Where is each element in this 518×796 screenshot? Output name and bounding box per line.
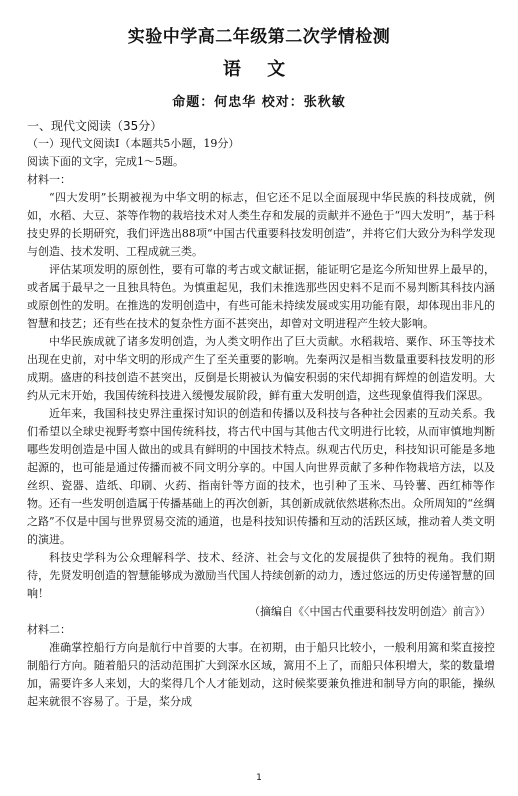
material-one-source: （摘编自《〈中国古代重要科技发明创造〉前言》） bbox=[249, 605, 491, 618]
instruction-text: 阅读下面的文字，完成1～5题。 bbox=[27, 155, 184, 168]
material-two-paragraph: 准确掌控船行方向是航行中首要的大事。在初期，由于船只比较小，一般利用篙和桨直接控制船行方向。随着船只的活动范围扩大到深水区域，篙用不上了，而船只体积增大，桨的数量增加，需要许多人来划，大的桨得几个人才能划动，这时候桨要兼负推进和制导方向的职能，操纵起来就很不容易了。于是，桨分成 bbox=[27, 641, 495, 708]
material-one-paragraph: 中华民族成就了诸多发明创造，为人类文明作出了巨大贡献。水稻栽培、粟作、环玉等技术出现在史前，对中华文明的形成产生了至关重要的影响。先秦两汉是相当数量重要科技发明的形成期。盛唐的科技创造不甚突出，反倒是长期被认为偏安积弱的宋代却拥有辉煌的创造发明。大约从元末开始，我国传统科技进入缓慢发展阶段，鲜有重大发明创造，这些现象值得我们深思。 bbox=[27, 335, 495, 402]
sub-section-title: （一）现代文阅读Ⅰ（本题共5小题，19分） bbox=[27, 137, 240, 150]
material-two-label: 材料二： bbox=[27, 623, 71, 636]
material-one-paragraph: 近年来，我国科技史界注重探讨知识的创造和传播以及科技与各种社会因素的互动关系。我们希望以全球史视野考察中国传统科技，将古代中国与其他古代文明进行比较，从而审慎地判断哪些发明创造是中国人做出的或具有鲜明的中国技术特点。纵观古代历史，科技知识可能是多地起源的，也可能是通过传播而被不同文明分享的。中国人向世界贡献了多种作物栽培方法，以及丝织、瓷器、造纸、印刷、火药、指南针等方面的技术，也引种了玉米、马铃薯、西红柿等作物。还有一些发明创造属于传播基础上的再次创新，其创新成就依然堪称杰出。众所周知的“丝绸之路”不仅是中国与世界贸易交流的通道，也是科技知识传播和互动的活跃区域，推动着人类文明的演进。 bbox=[27, 407, 495, 546]
exam-body bbox=[27, 117, 495, 711]
material-one-paragraph: “四大发明”长期被视为中华文明的标志，但它还不足以全面展现中华民族的科技成就，例如，水稻、大豆、茶等作物的栽培技术对人类生存和发展的贡献并不逊色于“四大发明”，基于科技史界的长期研究，我们评选出88项“中国古代重要科技发明创造”，并将它们大致分为科学发现与创造、技术发明、工程成就三类。 bbox=[27, 191, 495, 258]
subject-title: 语 文 bbox=[222, 59, 296, 80]
editors-line: 命题：何忠华 校对：张秋敏 bbox=[172, 95, 346, 110]
material-one-paragraph: 评估某项发明的原创性，要有可靠的考古或文献证据，能证明它是迄今所知世界上最早的，或者属于最早之一且独具特色。为慎重起见，我们未推选那些因史料不足而不易判断其科技内涵或原创性的发明。在推选的发明创造中，有些可能未持续发展或实用功能有限，却体现出非凡的智慧和技艺；还有些在技术的复杂性方面不甚突出，却曾对文明进程产生较大影响。 bbox=[27, 263, 495, 330]
exam-title: 实验中学高二年级第二次学情检测 bbox=[127, 27, 391, 47]
page-number: 1 bbox=[256, 773, 262, 783]
material-one-label: 材料一： bbox=[27, 173, 71, 186]
section-title: 一、现代文阅读（35分） bbox=[27, 119, 163, 133]
material-one-paragraph: 科技史学科为公众理解科学、技术、经济、社会与文化的发展提供了独特的视角。我们期待，先贤发明创造的智慧能够成为激励当代国人持续创新的动力，透过悠远的历史传递智慧的回响！ bbox=[27, 551, 495, 600]
